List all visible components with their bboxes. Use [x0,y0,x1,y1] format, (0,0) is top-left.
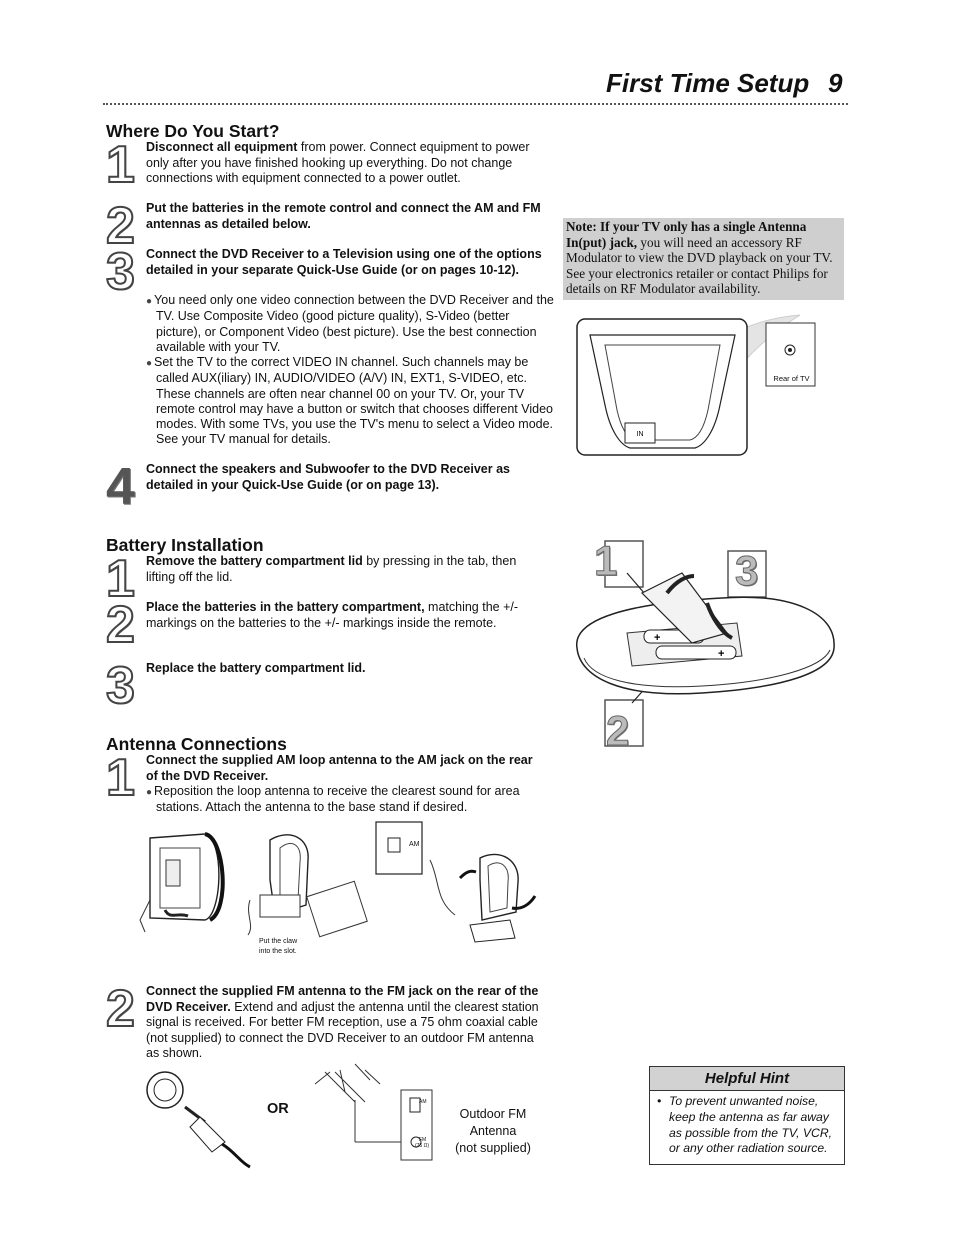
rf-modulator-note: Note: If your TV only has a single Antenna In(put) jack, you will need an accessory RF Modulator to view the DVD playback on your TV. See your electronics retailer or contact Philips for details on RF Modulator availability. [563,218,844,300]
battery-step-3-text: Replace the battery compartment lid. [146,661,366,675]
battery-step-1-number: 1 [106,550,135,608]
header-divider [103,103,848,105]
antenna-step-1-number: 1 [106,749,135,807]
or-label: OR [267,1101,289,1117]
battery-fig-label-1: 1 [594,537,618,584]
where-step-4-number: 4 [106,458,135,516]
tv-in-label: IN [636,431,644,438]
antenna-step-1-text: Connect the supplied AM loop antenna to the AM jack on the rear of the DVD Receiver. [146,753,533,783]
page-number: 9 [828,68,843,98]
where-step-3-number: 3 [106,243,135,301]
fm-antenna-illustration [140,1062,440,1172]
helpful-hint-text: • To prevent unwanted noise, keep the antenna as far away as possible from the TV, VCR, or any other radiation source. [657,1094,833,1156]
antenna-step-1-bullet-1: ● Reposition the loop antenna to receive the clearest sound for area stations. Attach the antenna to the base stand if desired. [146,784,556,816]
outdoor-antenna-label: Outdoor FM Antenna (not supplied) [455,1107,531,1155]
svg-text:+: + [718,648,725,660]
fm-jack-label: FM [419,1137,427,1143]
where-step-4-text: Connect the speakers and Subwoofer to the DVD Receiver as detailed in your Quick-Use Guide (or on page 13). [146,462,510,492]
battery-fig-label-3: 3 [735,547,759,594]
battery-step-2-number: 2 [106,596,135,654]
am-small-label: AM [419,1099,427,1105]
where-step-3-bullet-1: ● You need only one video connection between the DVD Receiver and the TV. Use Composite Video (good picture quality), S-Video (better picture), or Component Video (best picture). Use the best connection available with your TV. [146,293,556,355]
battery-step-1-text: Remove the battery compartment lid by pressing in the tab, then lifting off the lid. [146,554,517,584]
claw-caption-line-1: Put the claw [259,938,298,945]
where-step-2-text: Put the batteries in the remote control and connect the AM and FM antennas as detailed below. [146,201,541,231]
rear-of-tv-label: Rear of TV [773,374,810,383]
antenna-step-2-number: 2 [106,980,135,1038]
svg-text:+: + [654,632,661,644]
battery-heading: Battery Installation [106,535,264,555]
where-heading: Where Do You Start? [106,121,280,141]
antenna-step-2-text: Connect the supplied FM antenna to the FM jack on the rear of the DVD Receiver. Extend and adjust the antenna until the clearest station signal is received. For better FM reception, use a 75 ohm coaxial cable (not supplied) to connect the DVD Receiver to an outdoor FM antenna as shown. [146,984,539,1061]
fm-ohm-label: (75 Ω) [415,1143,430,1149]
where-step-1-text: Disconnect all equipment from power. Connect equipment to power only after you have finished hooking up everything. Do not change connections with equipment connected to a power outlet. [146,140,530,186]
battery-step-3-number: 3 [106,657,135,715]
battery-step-2-text: Place the batteries in the battery compartment, matching the +/- markings on the batteries to the +/- markings inside the remote. [146,600,519,630]
where-step-3-bullet-2: ● Set the TV to the correct VIDEO IN channel. Such channels may be called AUX(iliary) IN, AUDIO/VIDEO (A/V) IN, EXT1, S-VIDEO, etc. These channels are often near channel 00 on your TV. Or, your TV remote control may have a button or switch that chooses different Video modes. With some TVs, you use the TV's menu to select a Video mode. See your TV manual for details. [146,355,556,448]
where-step-2-number: 2 [106,197,135,255]
hint-bullet-icon: • [657,1094,662,1108]
helpful-hint-title: Helpful Hint [650,1067,844,1091]
battery-fig-label-2: 2 [606,707,630,754]
am-antenna-illustration [130,820,550,950]
where-step-1-number: 1 [106,136,135,194]
antenna-heading: Antenna Connections [106,734,287,754]
am-jack-label: AM [409,841,420,848]
where-step-3-text: Connect the DVD Receiver to a Television using one of the options detailed in your separate Quick-Use Guide (or on pages 10-12). [146,247,542,277]
tv-rear-illustration [570,310,850,460]
page-title: First Time Setup [606,68,810,98]
claw-caption-line-2: into the slot. [259,948,297,955]
